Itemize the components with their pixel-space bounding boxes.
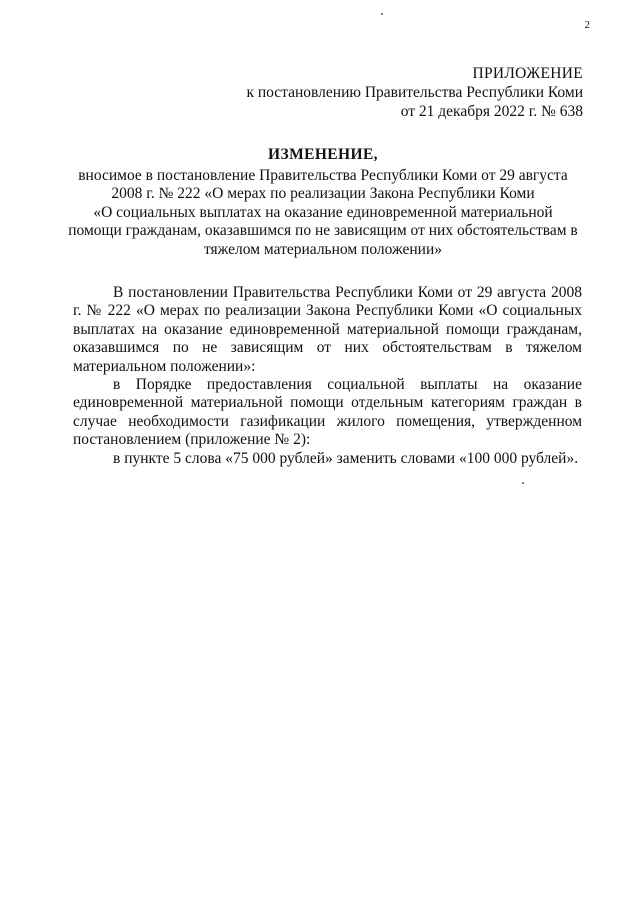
heading-line: 2008 г. № 222 «О мерах по реализации Закона Республики Коми — [111, 185, 535, 203]
body-paragraph-1: В постановлении Правительства Республики Коми от 29 августа 2008 г. № 222 «О мерах по реализации Закона Республики Коми «О социальных выплатах на оказание единовременной материальной помощи гражданам, оказавшимся по не зависящим от них обстоятельствам в тяжелом материальном положении»: — [73, 284, 582, 375]
scan-speck — [522, 482, 524, 484]
document-heading — [64, 146, 582, 260]
scan-speck — [381, 13, 383, 15]
appendix-block — [246, 64, 583, 121]
heading-line: помощи гражданам, оказавшимся по не зависящим от них обстоятельствам в — [68, 222, 578, 240]
appendix-title: ПРИЛОЖЕНИЕ — [472, 65, 583, 82]
body-paragraph-2: в Порядке предоставления социальной выплаты на оказание единовременной материальной помощи отдельным категориям граждан в случае необходимости газификации жилого помещения, утвержденном постановлением (приложение № 2): — [73, 376, 582, 449]
heading-title: ИЗМЕНЕНИЕ, — [268, 146, 378, 163]
heading-line: «О социальных выплатах на оказание единовременной материальной — [93, 203, 553, 221]
page-number: 2 — [584, 19, 590, 31]
document-body — [73, 284, 582, 468]
appendix-line-2: от 21 декабря 2022 г. № 638 — [400, 103, 583, 120]
body-paragraph-3: в пункте 5 слова «75 000 рублей» заменить словами «100 000 рублей». — [113, 449, 579, 467]
heading-line: вносимое в постановление Правительства Республики Коми от 29 августа — [78, 166, 568, 184]
appendix-line-1: к постановлению Правительства Республики Коми — [246, 84, 583, 101]
heading-line: тяжелом материальном положении» — [203, 240, 443, 258]
